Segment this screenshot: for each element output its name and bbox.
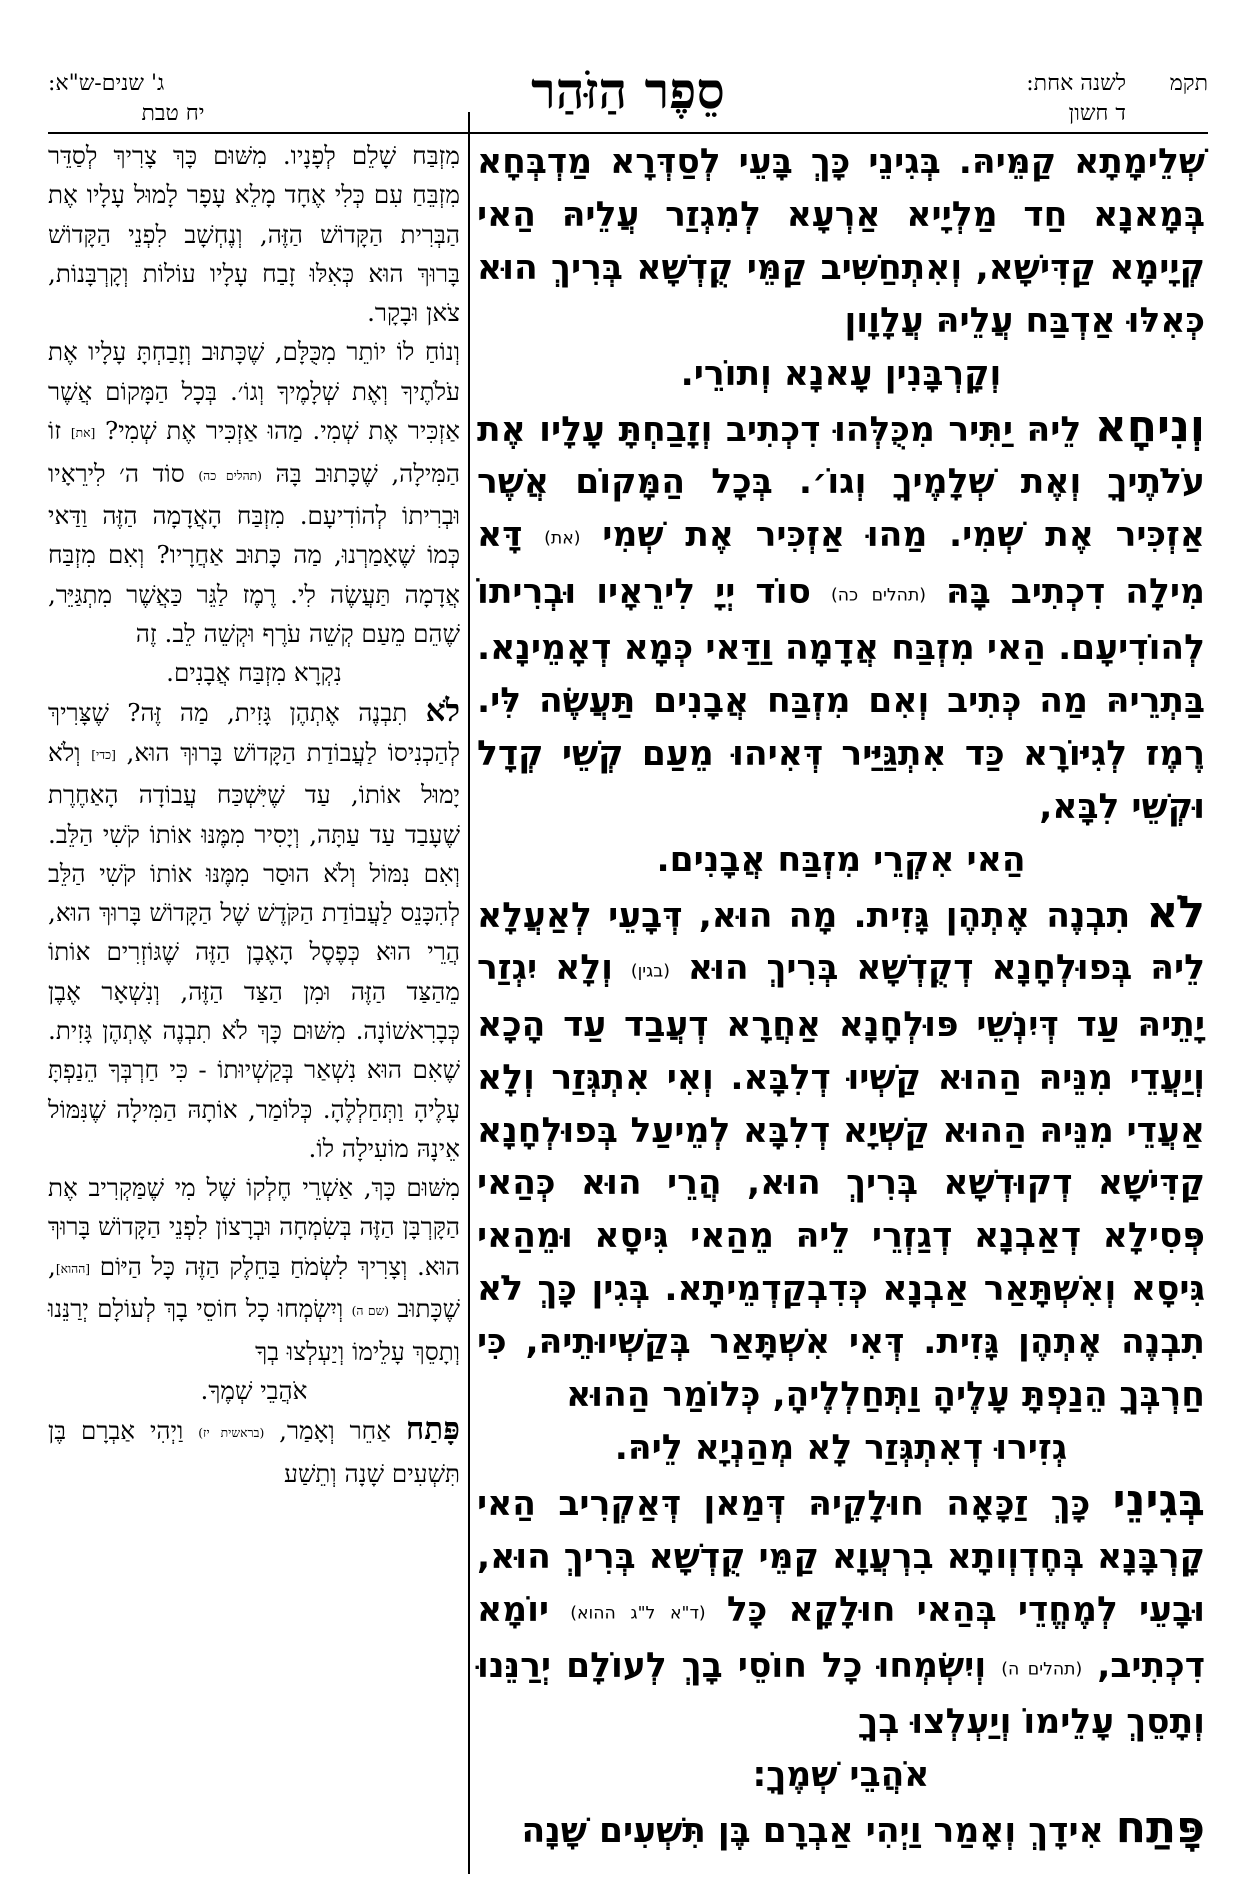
side-paragraph-4 (48, 1168, 460, 1371)
main-paragraph-2-text-c: סוֹד יְיָ לִירֵאָיו וּבְרִיתוֹ לְהוֹדִיעָם. הַאי מִזְבַּח אֲדָמָה וַדַּאי כְּמָא דְאָמֵינָא. בַּתְרֵיהּ מַה כְּתִיב וְאִם מִזְבַּח אֲבָנִים תַּעֲשֶׂה לִּי. רֶמֶז לְגִיּוֹרָא כַּד אִתְגַּיַּיר דְּאִיהוּ מֵעַם קְשֵׁי קְדָל וּקְשֵׁי לִבָּא, (477, 571, 1205, 827)
side-paragraph-5 (48, 1410, 460, 1493)
main-paragraph-5-text-a: אִידָךְ וְאָמַר וַיְהִי אַבְרָם בֶּן תִּשְׁעִים שָׁנָה (521, 1811, 1116, 1852)
header-rule (48, 132, 1208, 134)
side-paragraph-2-text-b: זוֹ הַמִּילָה, שֶׁכָּתוּב בָּהּ (48, 416, 460, 488)
side-paragraph-3 (48, 692, 460, 1168)
side-paragraph-4-text-a: מִשּׁוּם כָּךְ, אַשְׁרֵי חֶלְקוֹ שֶׁל מִי שֶׁמַּקְרִיב אֶת הַקָּרְבָּן הַזֶּה בְּשִׂמְחָה וּבְרָצוֹן לִפְנֵי הַקָּדוֹשׁ בָּרוּךְ הוּא. וְצָרִיךְ לִשְׂמֹחַ בַּחֵלֶק הַזֶּה כָּל הַיּוֹם (48, 1173, 460, 1281)
side-paragraph-2-text-a: וְנוֹחַ לוֹ יוֹתֵר מִכֻּלָּם, שֶׁכָּתוּב וְזָבַחְתָּ עָלָיו אֶת עֹלֹתֶיךָ וְאֶת שְׁלָמֶיךָ וְגוֹ׳. בְּכָל הַמָּקוֹם אֲשֶׁר אַזְכִּיר אֶת שְׁמִי. מַהוּ אַזְכִּיר אֶת שְׁמִי? (48, 337, 460, 446)
three-year-cycle-date: יח טבת (141, 101, 205, 126)
three-year-cycle-label: ג' שנים-ש"א: (48, 71, 165, 96)
main-paragraph-2-dropcap: וְנִיחָא (1094, 400, 1205, 452)
book-title: סֵפֶר הַזֹּהַר (531, 61, 725, 120)
one-year-cycle-label: לשנה אחת: (1026, 71, 1126, 96)
main-paragraph-3-ref-1: (בגין) (630, 961, 670, 982)
side-paragraph-2-last-line: נִקְרָא מִזְבַּח אֲבָנִים. (166, 658, 342, 688)
main-paragraph-1-body: שְׁלֵימָתָא קַמֵּיהּ. בְּגִינֵי כָּךְ בָּעֵי לְסַדְּרָא מַדְבְּחָא בְּמָאנָא חַד מַלְיָיא אַרְעָא לְמִגְזַר עֲלֵיהּ הַאי קְיָימָא קַדִּישָׁא, וְאִתְחַשִּׁיב קַמֵּי קֻדְשָׁא בְּרִיךְ הוּא כְּאִלּוּ אַדְבַּח עֲלֵיהּ עֲלָוָון (477, 142, 1205, 341)
side-paragraph-3-dropcap: לֹא (425, 693, 460, 730)
main-paragraph-2-ref-2: (תהלים כה) (830, 585, 927, 606)
side-paragraph-2-ref-2: (תהלים כה) (198, 468, 262, 483)
side-paragraph-4-last-line: אֹהֲבֵי שְׁמֶךָ. (200, 1375, 308, 1405)
side-paragraph-5-dropcap: פָּתַח (405, 1411, 461, 1448)
side-paragraph-2-ref-1: [את] (70, 426, 96, 441)
side-paragraph-4-text-b: , שֶׁכָּתוּב (48, 1251, 460, 1324)
side-paragraph-5-ref-1: (בראשית יז) (198, 1426, 265, 1441)
main-paragraph-4 (477, 1475, 1205, 1749)
main-paragraph-4-text-c: וְיִשְׂמְחוּ כָל חוֹסֵי בָךְ לְעוֹלָם יְרַנֵּנוּ וְתָסֵךְ עָלֵימוֹ וְיַעְלְצוּ בְךָ (477, 1646, 1205, 1743)
main-paragraph-3-text-b: וְלָא יִגְזַר יָתֵיהּ עַד דְּיִנְשֵׁי פּוּלְחָנָא אַחֲרָא דְעֲבַד עַד הָכָא וְיַעֲדֵי מִנֵּיהּ הַהוּא קַשְׁיוּ דְלִבָּא. וְאִי אִתְגְּזַר וְלָא אַעֲדֵי מִנֵּיהּ הַהוּא קַשְׁיָא דְלִבָּא לְמֵיעַל בְּפוּלְחָנָא קַדִּישָׁא דְקוּדְשָׁא בְּרִיךְ הוּא, הֲרֵי הוּא כְּהַאי פְּסִילָא דְאַבְנָא דְגַזְרֵי לֵיהּ מֵהַאי גִּיסָא וּמֵהַאי גִּיסָא וְאִשְׁתָּאַר אַבְנָא כְּדִבְקַדְמֵיתָא. בְּגִין כָּךְ לֹא תִבְנֶה אֶתְהֶן גָּזִית. דְּאִי אִשְׁתָּאַר בְּקַשְׁיוּתֵיהּ, כִּי חַרְבְּךָ הֵנַפְתָּ עָלֶיהָ וַתְּחַלְלֶיהָ, כְּלוֹמַר הַהוּא (477, 948, 1205, 1416)
main-paragraph-2 (477, 401, 1205, 834)
main-paragraph-2-last-line: הַאי אִקְרֵי מִזְבַּח אֲבָנִים. (656, 839, 1026, 880)
main-paragraph-4-ref-1: (ד"א ל"ג ההוא) (570, 1603, 706, 1624)
main-paragraph-4-text-b: יוֹמָא דִכְתִיב, (477, 1589, 1205, 1687)
side-paragraph-2-text-c: סוֹד ה׳ לִירֵאָיו וּבְרִיתוֹ לְהוֹדִיעָם. מִזְבַּח הָאֲדָמָה הַזֶּה וַדַּאי כְּמוֹ שֶׁאָמַרְנוּ, מַה כָּתוּב אַחֲרָיו? וְאִם מִזְבַּח אֲדָמָה תַּעֲשֶׂה לִי. רֶמֶז לַגֵּר כַּאֲשֶׁר מִתְגַּיֵּר, שֶׁהֵם מֵעַם קְשֵׁה עֹרֶף וּקְשֵׁה לֵב. זֶה (48, 458, 460, 648)
side-paragraph-5-text-b: וַיְהִי אַבְרָם בֶּן תִּשְׁעִים שָׁנָה וְתֵשַׁע (48, 1416, 460, 1488)
main-paragraph-4-ref-2: (תהלים ה) (1001, 1659, 1083, 1680)
side-paragraph-3-ref-1: [כדי] (91, 747, 116, 762)
main-paragraph-4-last-line: אֹהֲבֵי שְׁמֶךָ: (752, 1755, 930, 1796)
side-paragraph-4-text-c: וְיִשְׂמְחוּ כָל חוֹסֵי בָךְ לְעוֹלָם יְרַנֵּנוּ וְתָסֵךְ עָלֵימוֹ וְיַעְלְצוּ בְךָ (48, 1294, 460, 1366)
main-paragraph-1 (477, 136, 1205, 348)
translation-column (48, 136, 460, 1493)
main-paragraph-4-dropcap: בְּגִינֵי (1112, 1474, 1205, 1526)
main-text-column (477, 136, 1205, 1858)
main-paragraph-4-text-a: כָּךְ זַכָּאָה חוּלָקֵיהּ דְּמַאן דְּאַקְרִיב הַאי קָרְבָּנָא בְּחֶדְוְותָא בִרְעֲוָא קַמֵּי קֻדְשָׁא בְּרִיךְ הוּא, וּבָעֵי לְמֶחֱדֵי בְּהַאי חוּלָקָא כָּל (477, 1483, 1205, 1630)
side-paragraph-3-text-b: וְלֹא יָמוּל אוֹתוֹ, עַד שֶׁיִּשְׁכַּח עֲבוֹדָה הָאַחֶרֶת שֶׁעָבַד עַד עַתָּה, וְיָסִיר מִמֶּנּוּ אוֹתוֹ קֹשִׁי הַלֵּב. וְאִם נִמּוֹל וְלֹא הוּסַר מִמֶּנּוּ אוֹתוֹ קֹשִׁי הַלֵּב לְהִכָּנֵס לַעֲבוֹדַת הַקֹּדֶשׁ שֶׁל הַקָּדוֹשׁ בָּרוּךְ הוּא, הֲרֵי הוּא כְּפֶסֶל הָאֶבֶן הַזֶּה שֶׁגּוֹזְרִים אוֹתוֹ מֵהַצַּד הַזֶּה וּמִן הַצַּד הַזֶּה, וְנִשְׁאָר אֶבֶן כְּבָרִאשׁוֹנָה. מִשּׁוּם כָּךְ לֹא תִבְנֶה אֶתְהֶן גָּזִית. שֶׁאִם הוּא נִשְׁאַר בְּקַשְׁיוּתוֹ - כִּי חַרְבְּךָ הֵנַפְתָּ עָלֶיהָ וַתְּחַלְלֶהָ. כְּלוֹמַר, אוֹתָהּ הַמִּילָה שֶׁנִּמּוֹל אֵינָהּ מוֹעִילָה לוֹ. (48, 737, 460, 1163)
side-paragraph-4-ref-2: (שם ה) (351, 1304, 390, 1319)
main-paragraph-5 (477, 1802, 1205, 1858)
main-paragraph-2-ref-1: (את) (544, 528, 581, 549)
main-paragraph-3-dropcap: לֹא (1146, 886, 1205, 938)
main-paragraph-2-text-b: דָּא מִילָה דִכְתִיב בָּהּ (477, 515, 1206, 612)
side-paragraph-5-text-a: אַחֵר וְאָמַר, (264, 1416, 406, 1446)
main-paragraph-3-text-a: תִבְנֶה אֶתְהֶן גָּזִית. מָה הוּא, דְּבָעֵי לְאַעֲלָא לֵיהּ בְּפוּלְחָנָא דְקֻדְשָׁא בְּרִיךְ הוּא (477, 895, 1205, 989)
side-paragraph-2 (48, 332, 460, 653)
side-paragraph-4-ref-1: [ההוא] (55, 1261, 91, 1276)
main-paragraph-3-last-line: גְזִירוּ דְאִתְגְּזַר לָא מְהַנְיָא לֵיהּ. (614, 1428, 1068, 1469)
main-paragraph-2-text-a: לֵיהּ יַתִּיר מִכֻּלְּהוּ דִכְתִיב וְזָבַחְתָּ עָלָיו אֶת עֹלֹתֶיךָ וְאֶת שְׁלָמֶיךָ וְגוֹ׳. בְּכָל הַמָּקוֹם אֲשֶׁר אַזְכִּיר אֶת שְׁמִי. מַהוּ אַזְכִּיר אֶת שְׁמִי (477, 409, 1205, 556)
main-paragraph-3 (477, 887, 1205, 1422)
page-header (48, 60, 1208, 132)
side-paragraph-1: מִזְבַּח שָׁלֵם לְפָנָיו. מִשּׁוּם כָּךְ צָרִיךְ לְסַדֵּר מִזְבֵּחַ עִם כְּלִי אֶחָד מָלֵא עָפָר לָמוּל עָלָיו אֶת הַבְּרִית הַקָּדוֹשׁ הַזֶּה, וְנֶחְשָׁב לִפְנֵי הַקָּדוֹשׁ בָּרוּךְ הוּא כְּאִלּוּ זָבַח עָלָיו עוֹלוֹת וְקָרְבָּנוֹת, צֹאן וּבָקָר. (48, 141, 460, 328)
one-year-cycle-date: ד חשון (1068, 101, 1126, 126)
main-paragraph-5-dropcap: פָּתַח (1115, 1802, 1205, 1854)
main-paragraph-1-last-line: וְקָרְבָּנִין עָאנָא וְתוֹרֵי. (680, 353, 1002, 394)
page-number: תקמ (1169, 71, 1208, 96)
side-paragraph-3-text-a: תִבְנֶה אֶתְהֶן גָּזִית, מַה זֶּה? שֶׁצָּרִיךְ לְהַכְנִיסוֹ לַעֲבוֹדַת הַקָּדוֹשׁ בָּרוּךְ הוּא, (48, 698, 461, 767)
column-divider (468, 112, 470, 1874)
